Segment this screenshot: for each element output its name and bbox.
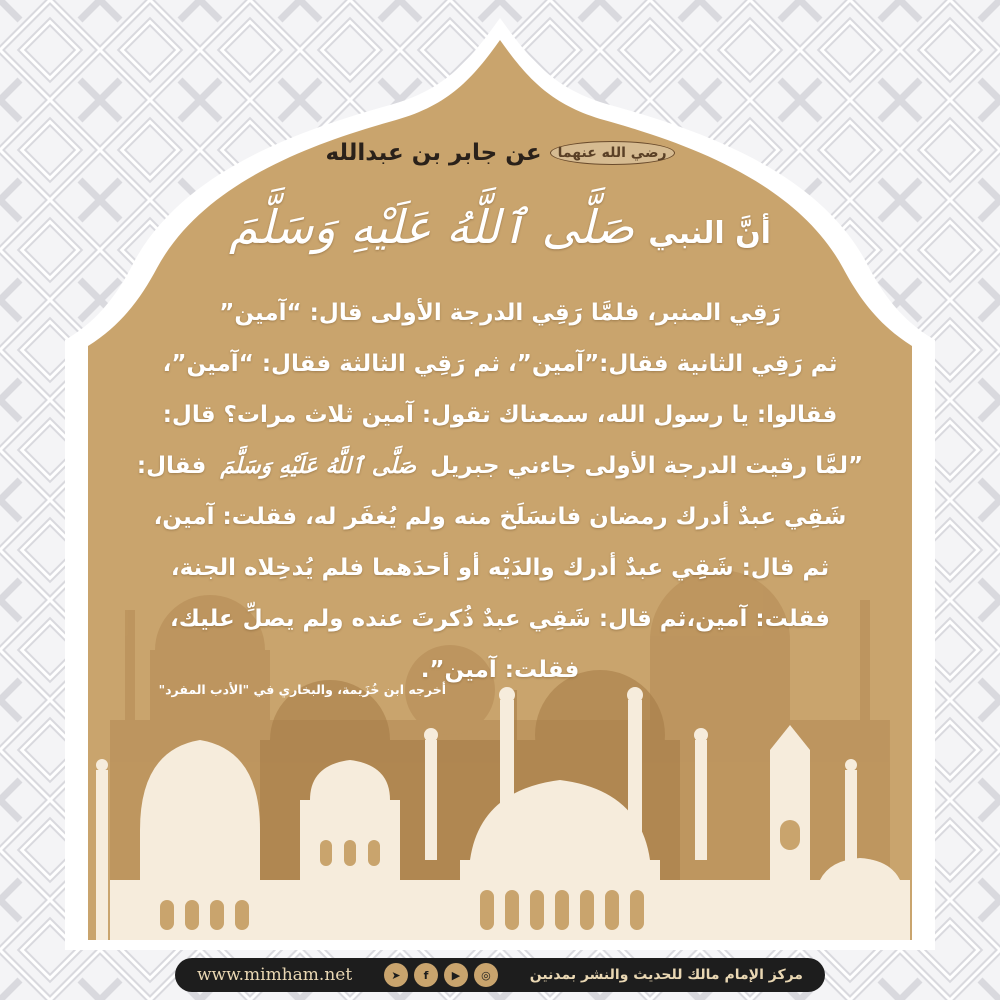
honorific-calligraphy: رضي الله عنهما [550,141,675,165]
prophet-line [150,200,850,254]
website-link[interactable]: www.mimham.net [197,965,353,985]
hadith-line-4 [100,441,900,492]
footer-bar [175,958,825,992]
podcast-icon[interactable]: ◎ [474,963,498,987]
narrator-line [300,140,700,166]
hadith-line-1: رَقِي المنبر، فلمَّا رَقِي الدرجة الأولى قال: “آمين” [219,300,781,326]
youtube-icon[interactable]: ▶ [444,963,468,987]
narrator-text: عن جابر بن عبدالله [325,140,542,166]
hadith-line-8: فقلت: آمين”. [420,657,580,683]
hadith-text [100,288,900,696]
hadith-line-5: شَقِي عبدٌ أدرك رمضان فانسَلَخ منه ولم يُغفَر له، فقلت: آمين، [153,504,847,530]
hadith-line-6: ثم قال: شَقِي عبدٌ أدرك والدَيْه أو أحدَهما فلم يُدخِلاه الجنة، [170,555,830,581]
hadith-line-3: فقالوا: يا رسول الله، سمعناك تقول: آمين ثلاث مرات؟ قال: [162,402,838,428]
hadith-line-7: فقلت: آمين،ثم قال: شَقِي عبدٌ ذُكرتَ عنده ولم يصلِّ عليك، [170,606,830,632]
facebook-icon[interactable]: f [414,963,438,987]
hadith-line-2: ثم رَقِي الثانية فقال:”آمين”، ثم رَقِي الثالثة فقال: “آمين”، [162,351,838,377]
salawat-calligraphy: صَلَّى ٱللَّهُ عَلَيْهِ وَسَلَّمَ [229,200,635,254]
hadith-source: أخرجه ابن خُزَيمة، والبخاري في "الأدب المفرد" [158,682,446,697]
hadith-line-4-start: ”لمَّا رقيت الدرجة الأولى جاءني جبريل [430,453,864,479]
social-icons [384,963,498,987]
telegram-icon[interactable]: ➤ [384,963,408,987]
inline-salawat: صَلَّى ٱللَّهُ عَلَيْهِ وَسَلَّمَ [220,453,417,479]
center-name: مركز الإمام مالك للحديث والنشر بمدنين [529,967,803,983]
prophet-label: أنَّ النبي [648,216,771,251]
hadith-line-4-end: فقال: [136,453,207,479]
